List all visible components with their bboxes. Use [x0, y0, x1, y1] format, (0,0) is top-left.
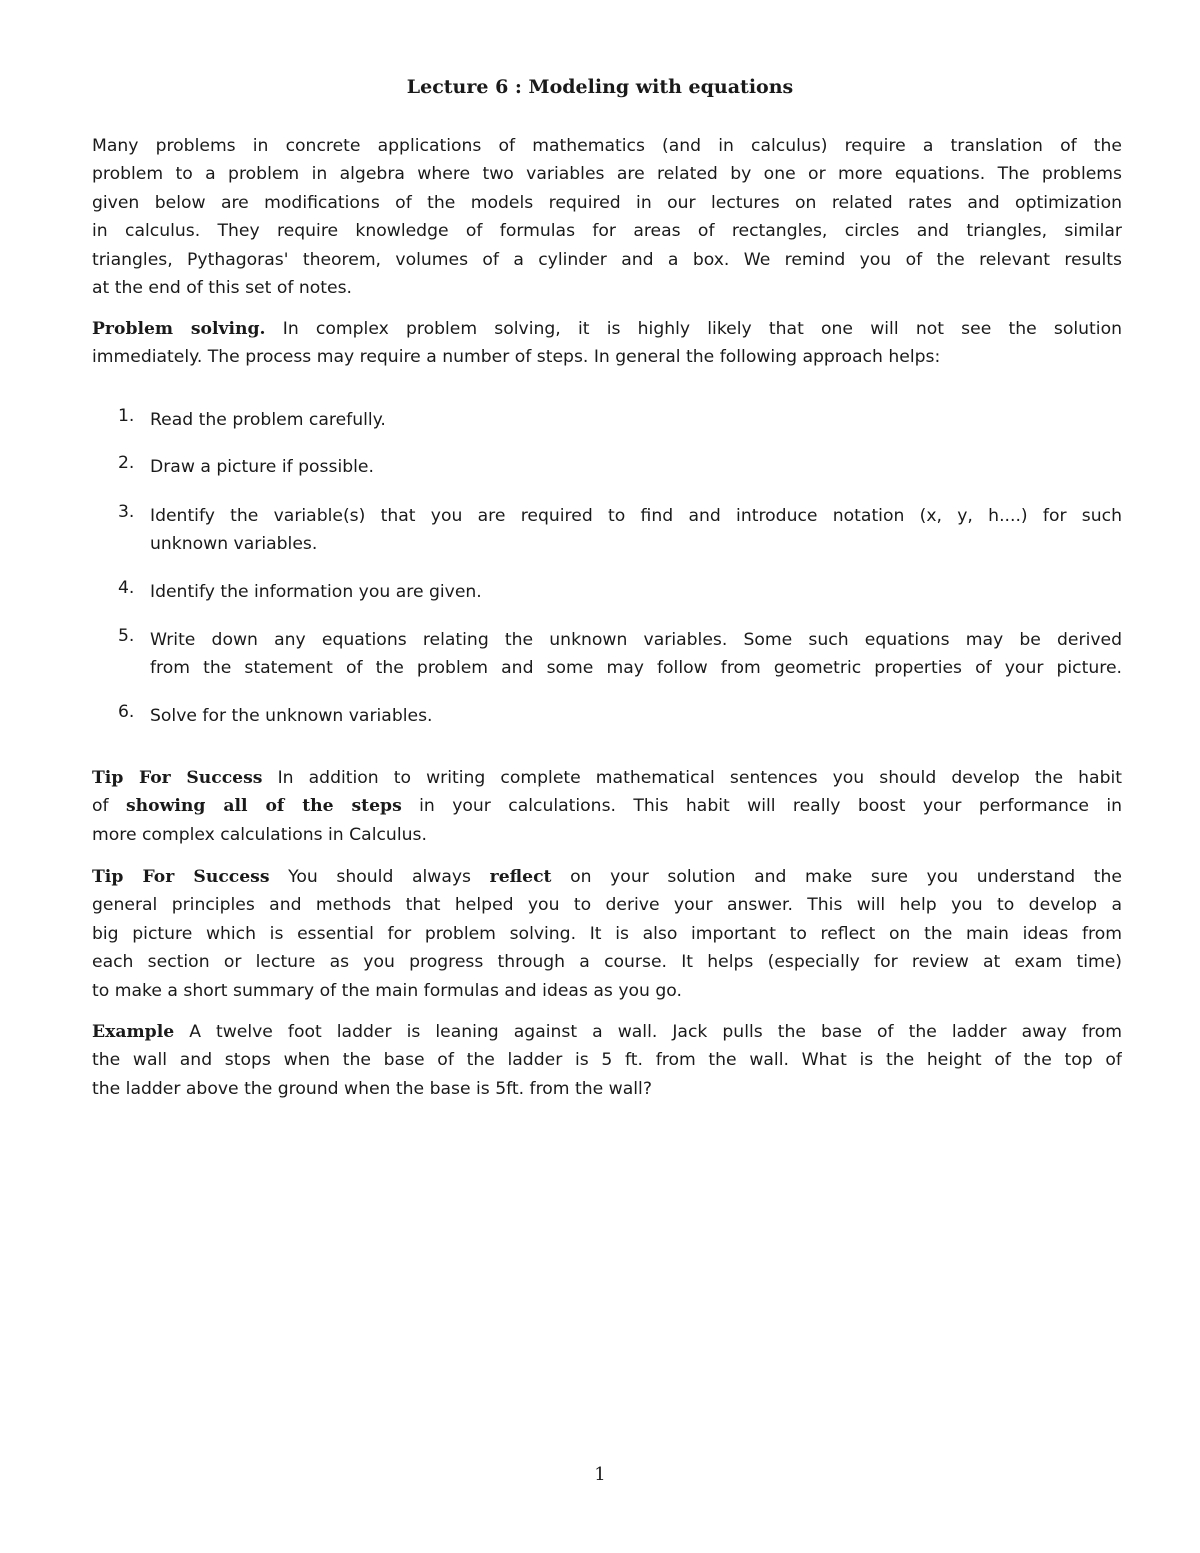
problem-solving-paragraph: [92, 315, 1122, 372]
text-line: triangles, Pythagoras' theorem, volumes of a cylinder and a box. We remind you of the relevant results: [92, 249, 1122, 270]
text-line: [92, 1018, 1122, 1046]
step-number: 4.: [118, 578, 135, 598]
text-line: at the end of this set of notes.: [92, 277, 353, 298]
text-span: on your solution and make sure you understand the: [551, 867, 1122, 887]
step-item: [118, 453, 1122, 481]
step-item: [118, 578, 1122, 606]
text-line: to make a short summary of the main formulas and ideas as you go.: [92, 980, 682, 1001]
text-span: In addition to writing complete mathematical sentences you should develop the habit: [262, 768, 1122, 788]
step-item: [118, 626, 1122, 683]
tip-heading: Tip For Success: [92, 768, 263, 788]
text-line: [92, 764, 1122, 792]
step-item: [118, 406, 1122, 434]
tip-paragraph-2: [92, 863, 1122, 1005]
text-line: Draw a picture if possible.: [150, 457, 374, 477]
page-number: 1: [594, 1464, 606, 1485]
text-span: in your calculations. This habit will really boost your performance in: [401, 796, 1122, 817]
text-line: the wall and stops when the base of the ladder is 5 ft. from the wall. What is the height of the top of: [92, 1050, 1122, 1071]
text-line: immediately. The process may require a number of steps. In general the following approach helps:: [92, 347, 941, 368]
text-line: more complex calculations in Calculus.: [92, 824, 427, 845]
problem-solving-heading: Problem solving.: [92, 319, 266, 339]
step-item: [118, 502, 1122, 559]
text-line: big picture which is essential for problem solving. It is also important to reflect on the main ideas from: [92, 923, 1122, 944]
example-paragraph: [92, 1018, 1122, 1103]
step-number: 3.: [118, 502, 135, 522]
text-line: Solve for the unknown variables.: [150, 706, 433, 726]
step-number: 1.: [118, 406, 135, 426]
tip-heading: Tip For Success: [92, 867, 270, 887]
step-number: 2.: [118, 453, 135, 473]
tip-paragraph-1: [92, 764, 1122, 849]
intro-paragraph: [92, 132, 1122, 302]
text-line: in calculus. They require knowledge of formulas for areas of rectangles, circles and triangles, similar: [92, 221, 1122, 242]
text-line: Write down any equations relating the unknown variables. Some such equations may be derived: [150, 630, 1122, 650]
text-line: unknown variables.: [150, 534, 318, 555]
text-line: from the statement of the problem and some may follow from geometric properties of your picture.: [150, 658, 1122, 679]
text-line: problem to a problem in algebra where two variables are related by one or more equations. The problems: [92, 164, 1122, 185]
step-number: 6.: [118, 702, 135, 722]
text-span: In complex problem solving, it is highly likely that one will not see the solution: [265, 319, 1122, 339]
text-line: general principles and methods that helped you to derive your answer. This will help you to develop a: [92, 895, 1122, 916]
text-line: Identify the information you are given.: [150, 582, 482, 602]
text-line: Read the problem carefully.: [150, 410, 386, 430]
text-line: the ladder above the ground when the base is 5ft. from the wall?: [92, 1078, 652, 1099]
text-line: each section or lecture as you progress through a course. It helps (especially for review at exam time): [92, 952, 1122, 973]
text-line: Many problems in concrete applications of mathematics (and in calculus) require a translation of the: [92, 136, 1122, 156]
example-heading: Example: [92, 1022, 175, 1042]
text-line: Identify the variable(s) that you are required to find and introduce notation (x, y, h....) for such: [150, 506, 1122, 526]
text-line: [92, 315, 1122, 343]
page-title: Lecture 6 : Modeling with equations: [406, 76, 794, 98]
step-number: 5.: [118, 626, 135, 646]
step-item: [118, 702, 1122, 730]
text-span: You should always: [269, 867, 490, 887]
text-line: given below are modifications of the models required in our lectures on related rates and optimization: [92, 192, 1122, 213]
text-span: of: [92, 796, 126, 817]
emphasis: reflect: [489, 867, 552, 887]
text-span: A twelve foot ladder is leaning against a wall. Jack pulls the base of the ladder away from: [174, 1022, 1122, 1042]
text-line: [92, 792, 1122, 820]
emphasis: showing all of the steps: [125, 796, 402, 817]
text-line: [92, 863, 1122, 891]
